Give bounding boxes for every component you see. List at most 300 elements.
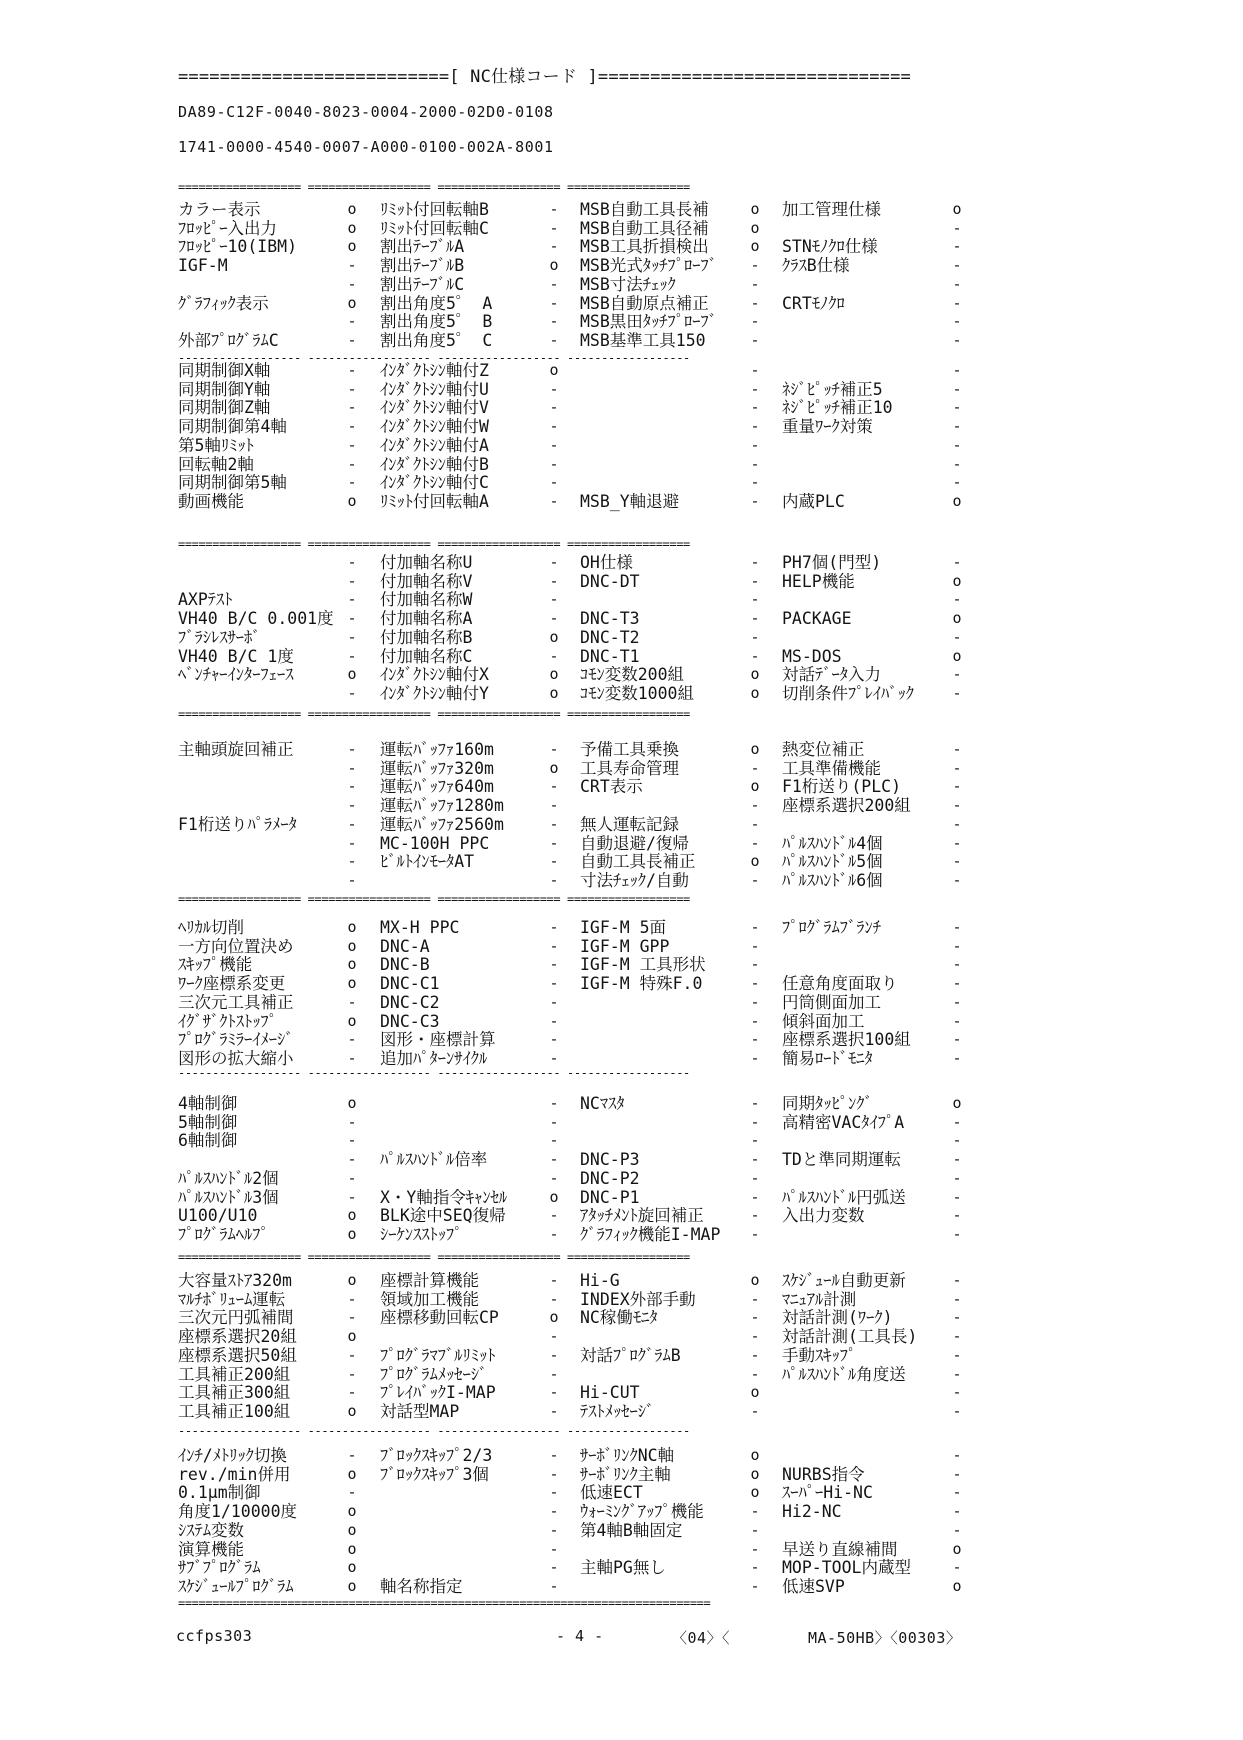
option-cell — [782, 1365, 966, 1384]
option-label: TDと準同期運転 — [782, 1150, 901, 1170]
option-label: 切削条件ﾌﾟﾚｲﾊﾞｯｸ — [782, 683, 914, 703]
option-status: - — [750, 330, 760, 349]
option-cell — [782, 665, 966, 684]
option-status: - — [750, 955, 760, 974]
option-row — [0, 974, 1243, 993]
option-status: - — [549, 1345, 559, 1364]
option-label: ﾏﾙﾁﾎﾞﾘｭｰﾑ運転 — [178, 1289, 286, 1309]
option-cell — [178, 1188, 361, 1207]
option-status: - — [347, 992, 357, 1011]
option-label: 主軸頭旋回補正 — [178, 740, 294, 759]
option-label: ｻﾌﾞﾌﾟﾛｸﾞﾗﾑ — [178, 1558, 261, 1578]
option-label: ﾍﾘｶﾙ切削 — [178, 918, 244, 937]
option-status: - — [952, 627, 962, 646]
option-cell — [580, 1094, 764, 1113]
option-cell — [580, 1308, 764, 1327]
option-cell — [782, 1131, 966, 1150]
option-status: - — [952, 1271, 962, 1289]
option-status: - — [750, 1308, 760, 1327]
option-label: 同期制御第4軸 — [178, 417, 287, 437]
option-status: - — [549, 1131, 559, 1150]
option-cell — [580, 1521, 764, 1540]
option-label: 5軸制御 — [178, 1112, 238, 1132]
option-status: - — [347, 330, 357, 349]
option-row — [0, 1206, 1243, 1225]
option-cell — [782, 609, 966, 628]
option-cell — [380, 1290, 563, 1309]
option-cell — [580, 852, 764, 871]
option-status: - — [347, 627, 357, 646]
option-label: MSB自動工具径補 — [580, 218, 709, 238]
option-cell — [178, 1094, 361, 1113]
option-label: NC稼働ﾓﾆﾀ — [580, 1308, 658, 1328]
option-status: - — [750, 1502, 760, 1521]
option-label: ｺﾓﾝ変数200組 — [580, 665, 685, 685]
option-cell — [580, 473, 764, 492]
option-status: - — [549, 646, 559, 665]
option-status: - — [347, 1150, 357, 1169]
option-status: o — [750, 683, 760, 702]
option-label: 運転ﾊﾞｯﾌｧ1280m — [380, 796, 504, 816]
option-cell — [380, 777, 563, 796]
option-status: o — [347, 936, 357, 955]
option-status: - — [549, 955, 559, 974]
option-cell — [580, 1188, 764, 1207]
option-label: 運転ﾊﾞｯﾌｧ640m — [380, 777, 494, 797]
option-status: - — [347, 646, 357, 665]
option-label: ﾜｰｸ座標系変更 — [178, 974, 286, 994]
option-label: 付加軸名称U — [380, 553, 473, 572]
option-label: 加工管理仕様 — [782, 200, 881, 219]
option-row — [0, 1030, 1243, 1049]
option-label: PACKAGE — [782, 609, 852, 629]
option-label: Hi-CUT — [580, 1383, 640, 1403]
option-cell — [782, 331, 966, 350]
option-status: - — [347, 1446, 357, 1464]
option-cell — [380, 1188, 563, 1207]
option-cell — [178, 1402, 361, 1421]
option-cell — [178, 871, 361, 890]
option-label: 予備工具乗換 — [580, 740, 679, 759]
option-cell — [380, 759, 563, 778]
option-label: ｲﾝﾀﾞｸﾄｼﾝ軸付W — [380, 417, 489, 437]
option-status: - — [750, 1030, 760, 1049]
option-cell — [782, 1383, 966, 1402]
option-status: - — [952, 1150, 962, 1169]
option-status: o — [347, 1206, 357, 1225]
option-cell — [178, 1502, 361, 1521]
option-status: - — [952, 237, 962, 256]
option-cell — [178, 1383, 361, 1402]
option-status: - — [952, 256, 962, 275]
option-cell — [782, 1113, 966, 1132]
option-status: o — [750, 200, 760, 218]
option-label: Hi-G — [580, 1271, 620, 1290]
option-status: - — [952, 777, 962, 796]
option-label: ﾊﾟﾙｽﾊﾝﾄﾞﾙ倍率 — [380, 1150, 488, 1170]
option-status: - — [347, 1168, 357, 1187]
option-label: MSB_Y軸退避 — [580, 491, 680, 511]
option-row — [0, 1446, 1243, 1465]
option-status: o — [347, 491, 357, 510]
option-label: 同期制御Y軸 — [178, 379, 271, 399]
option-status: o — [347, 293, 357, 312]
option-status: - — [952, 1112, 962, 1131]
option-label: 6軸制御 — [178, 1131, 238, 1151]
option-status: - — [952, 955, 962, 974]
option-status: - — [549, 974, 559, 993]
option-cell — [580, 1558, 764, 1577]
option-row — [0, 955, 1243, 974]
option-cell — [580, 609, 764, 628]
option-status: - — [750, 1224, 760, 1243]
option-status: - — [750, 379, 760, 398]
option-cell — [178, 852, 361, 871]
option-status: o — [952, 609, 962, 628]
option-cell — [782, 492, 966, 511]
option-row — [0, 740, 1243, 759]
option-status: - — [549, 571, 559, 590]
option-cell — [782, 1169, 966, 1188]
option-label: ｲﾝﾁ/ﾒﾄﾘｯｸ切換 — [178, 1446, 287, 1465]
option-label: ﾌﾛｯﾋﾟｰ入出力 — [178, 218, 277, 238]
option-status: - — [549, 1011, 559, 1030]
option-cell — [380, 1365, 563, 1384]
option-row — [0, 1483, 1243, 1502]
option-status: - — [952, 1345, 962, 1364]
option-label: 寸法ﾁｪｯｸ/自動 — [580, 870, 689, 890]
option-label: DNC-C3 — [380, 1011, 440, 1031]
option-cell — [380, 1577, 563, 1596]
option-cell — [178, 492, 361, 511]
option-status: - — [952, 665, 962, 684]
option-status: o — [347, 200, 357, 218]
option-status: - — [750, 646, 760, 665]
option-label: 運転ﾊﾞｯﾌｧ2560m — [380, 814, 504, 834]
option-cell — [178, 553, 361, 572]
option-label: ﾌﾟﾛｸﾞﾗﾑﾌﾞﾗﾝﾁ — [782, 918, 881, 937]
option-label: 軸名称指定 — [380, 1576, 463, 1596]
option-status: - — [549, 200, 559, 218]
option-row — [0, 1225, 1243, 1244]
option-status: - — [750, 435, 760, 454]
option-status: - — [347, 361, 357, 379]
option-cell — [580, 361, 764, 380]
option-cell — [580, 331, 764, 350]
option-label: F1桁送り(PLC) — [782, 777, 902, 797]
option-label: ﾌﾛｯﾋﾟｰ10(IBM) — [178, 237, 298, 257]
option-cell — [380, 1502, 563, 1521]
option-status: o — [750, 1446, 760, 1464]
option-label: ｽｹｼﾞｭｰﾙﾌﾟﾛｸﾞﾗﾑ — [178, 1576, 294, 1596]
option-status: - — [549, 740, 559, 758]
section-divider-double: ================== ================== ================== ================== — [178, 538, 690, 550]
option-cell — [782, 398, 966, 417]
option-status: o — [750, 777, 760, 796]
option-label: 運転ﾊﾞｯﾌｧ160m — [380, 740, 494, 759]
option-status: - — [750, 256, 760, 275]
option-status: - — [549, 1094, 559, 1112]
option-status: - — [750, 1539, 760, 1558]
option-status: - — [750, 417, 760, 436]
option-label: DNC-DT — [580, 571, 640, 591]
option-cell — [380, 665, 563, 684]
option-label: 工具補正200組 — [178, 1364, 291, 1384]
option-status: - — [750, 1048, 760, 1067]
option-row — [0, 1540, 1243, 1559]
option-row — [0, 553, 1243, 572]
option-cell — [380, 609, 563, 628]
option-cell — [580, 1271, 764, 1290]
option-label: IGF-M GPP — [580, 936, 670, 956]
option-status: - — [549, 1206, 559, 1225]
option-label: MOP-TOOL内蔵型 — [782, 1558, 911, 1578]
option-cell — [782, 684, 966, 703]
option-status: o — [347, 918, 357, 936]
option-cell — [580, 417, 764, 436]
option-cell — [782, 1327, 966, 1346]
option-status: - — [750, 1187, 760, 1206]
option-label: 自動工具長補正 — [580, 852, 696, 872]
option-row — [0, 1521, 1243, 1540]
option-label: ｲﾝﾀﾞｸﾄｼﾝ軸付Y — [380, 683, 489, 703]
option-row — [0, 1150, 1243, 1169]
option-row — [0, 473, 1243, 492]
option-status: - — [347, 571, 357, 590]
option-status: - — [347, 435, 357, 454]
option-row — [0, 871, 1243, 890]
option-cell — [580, 312, 764, 331]
option-row — [0, 1346, 1243, 1365]
option-status: o — [549, 1187, 559, 1206]
option-cell — [580, 1327, 764, 1346]
section-divider-double: ============================================================================== — [178, 1597, 711, 1609]
option-status: o — [347, 1094, 357, 1112]
option-cell — [580, 1290, 764, 1309]
option-cell — [580, 1402, 764, 1421]
option-status: o — [347, 1464, 357, 1483]
option-status: - — [347, 590, 357, 609]
spec-code-line-2: 1741-0000-4540-0007-A000-0100-002A-8001 — [178, 138, 554, 156]
option-cell — [380, 684, 563, 703]
option-cell — [782, 815, 966, 834]
option-row — [0, 993, 1243, 1012]
option-row — [0, 1094, 1243, 1113]
option-cell — [178, 628, 361, 647]
option-cell — [380, 331, 563, 350]
option-cell — [178, 1558, 361, 1577]
option-label: 対話型MAP — [380, 1401, 460, 1421]
option-label: ｽｷｯﾌﾟ機能 — [178, 955, 253, 975]
option-cell — [380, 740, 563, 759]
option-cell — [380, 1346, 563, 1365]
option-label: 工具補正100組 — [178, 1401, 291, 1421]
option-status: - — [347, 1048, 357, 1067]
option-cell — [580, 294, 764, 313]
option-cell — [580, 918, 764, 937]
option-status: - — [549, 1383, 559, 1402]
option-status: - — [952, 1011, 962, 1030]
option-cell — [782, 1290, 966, 1309]
option-status: - — [347, 1187, 357, 1206]
option-status: - — [549, 777, 559, 796]
option-cell — [380, 1521, 563, 1540]
option-cell — [380, 1446, 563, 1465]
option-label: 割出ﾃｰﾌﾞﾙA — [380, 237, 465, 257]
option-status: o — [347, 1502, 357, 1521]
option-label: U100/U10 — [178, 1206, 258, 1226]
option-cell — [782, 590, 966, 609]
option-label: IGF-M 特殊F.0 — [580, 974, 703, 994]
option-label: 同期制御第5軸 — [178, 473, 287, 493]
option-status: - — [347, 312, 357, 331]
option-label: ｲﾝﾀﾞｸﾄｼﾝ軸付B — [380, 454, 489, 474]
option-cell — [580, 492, 764, 511]
option-cell — [580, 871, 764, 890]
option-status: - — [952, 1048, 962, 1067]
option-cell — [178, 417, 361, 436]
option-label: IGF-M — [178, 256, 228, 276]
option-label: NCﾏｽﾀ — [580, 1094, 625, 1113]
option-status: o — [952, 646, 962, 665]
option-status: - — [549, 1464, 559, 1483]
option-status: - — [549, 237, 559, 256]
option-label: 同期制御Z軸 — [178, 398, 271, 418]
option-status: o — [952, 200, 962, 218]
option-status: - — [347, 398, 357, 417]
option-cell — [178, 1540, 361, 1559]
option-cell — [380, 553, 563, 572]
option-label: ﾏﾆｭｱﾙ計測 — [782, 1289, 857, 1309]
option-cell — [380, 1094, 563, 1113]
option-cell — [380, 1012, 563, 1031]
option-label: 座標系選択50組 — [178, 1345, 297, 1365]
option-cell — [178, 815, 361, 834]
option-label: ﾊﾟﾙｽﾊﾝﾄﾞﾙ6個 — [782, 870, 883, 890]
option-status: - — [549, 274, 559, 293]
option-status: - — [347, 454, 357, 473]
option-status: - — [750, 627, 760, 646]
option-label: 三次元工具補正 — [178, 992, 294, 1012]
option-label: 第4軸B軸固定 — [580, 1520, 683, 1540]
option-cell — [178, 1012, 361, 1031]
option-status: - — [952, 454, 962, 473]
option-label: 図形・座標計算 — [380, 1030, 496, 1050]
option-status: o — [549, 256, 559, 275]
option-status: - — [549, 870, 559, 889]
option-cell — [580, 237, 764, 256]
option-label: ﾈｼﾞﾋﾟｯﾁ補正10 — [782, 398, 893, 418]
option-status: o — [549, 1308, 559, 1327]
option-status: - — [347, 758, 357, 777]
option-label: ﾃｽﾄﾒｯｾｰｼﾞ — [580, 1401, 655, 1421]
option-label: 対話計測(工具長) — [782, 1327, 918, 1347]
option-row — [0, 647, 1243, 666]
option-label: F1桁送りﾊﾟﾗﾒｰﾀ — [178, 814, 297, 834]
option-cell — [380, 815, 563, 834]
option-cell — [782, 553, 966, 572]
option-cell — [380, 1225, 563, 1244]
option-label: ﾊﾟﾙｽﾊﾝﾄﾞﾙ3個 — [178, 1187, 279, 1207]
option-status: - — [952, 1308, 962, 1327]
option-cell — [782, 1150, 966, 1169]
option-label: MSB光式ﾀｯﾁﾌﾟﾛｰﾌﾞ — [580, 256, 718, 276]
option-cell — [782, 1521, 966, 1540]
option-cell — [380, 492, 563, 511]
option-status: - — [952, 1131, 962, 1150]
option-row — [0, 590, 1243, 609]
option-row — [0, 398, 1243, 417]
option-cell — [782, 918, 966, 937]
option-label: 座標系選択100組 — [782, 1030, 911, 1050]
option-row — [0, 436, 1243, 455]
option-cell — [380, 361, 563, 380]
option-cell — [178, 665, 361, 684]
option-row — [0, 219, 1243, 238]
option-cell — [178, 759, 361, 778]
option-status: - — [952, 361, 962, 379]
option-status: o — [750, 665, 760, 684]
option-cell — [580, 937, 764, 956]
option-status: o — [549, 758, 559, 777]
option-status: - — [549, 293, 559, 312]
option-cell — [178, 237, 361, 256]
option-status: - — [952, 1187, 962, 1206]
option-label: ﾊﾟﾙｽﾊﾝﾄﾞﾙ5個 — [782, 852, 883, 872]
option-cell — [178, 1113, 361, 1132]
option-label: 重量ﾜｰｸ対策 — [782, 417, 873, 437]
option-status: - — [347, 1483, 357, 1502]
option-status: - — [549, 417, 559, 436]
option-status: - — [347, 553, 357, 571]
option-cell — [782, 740, 966, 759]
option-status: - — [549, 1327, 559, 1346]
option-label: 一方向位置決め — [178, 936, 294, 956]
option-cell — [178, 1446, 361, 1465]
option-status: - — [750, 293, 760, 312]
option-cell — [380, 436, 563, 455]
option-cell — [178, 1577, 361, 1596]
option-label: DNC-P2 — [580, 1168, 640, 1188]
option-label: OH仕様 — [580, 553, 633, 572]
option-cell — [580, 1465, 764, 1484]
option-status: - — [952, 758, 962, 777]
option-cell — [782, 834, 966, 853]
option-cell — [580, 455, 764, 474]
option-status: - — [952, 473, 962, 492]
option-cell — [178, 200, 361, 219]
option-status: - — [952, 1446, 962, 1464]
option-cell — [178, 590, 361, 609]
option-label: IGF-M 工具形状 — [580, 955, 706, 975]
option-label: STNﾓﾉｸﾛ仕様 — [782, 237, 878, 257]
option-cell — [178, 1049, 361, 1068]
option-cell — [178, 684, 361, 703]
option-status: - — [347, 683, 357, 702]
option-label: 領域加工機能 — [380, 1289, 479, 1309]
option-label: DNC-A — [380, 936, 430, 956]
option-cell — [782, 312, 966, 331]
option-status: - — [549, 1576, 559, 1595]
option-label: AXPﾃｽﾄ — [178, 590, 233, 610]
option-cell — [380, 256, 563, 275]
option-cell — [380, 473, 563, 492]
option-status: - — [347, 796, 357, 815]
option-label: 入出力変数 — [782, 1206, 865, 1226]
option-status: - — [549, 1558, 559, 1577]
option-cell — [782, 1502, 966, 1521]
option-cell — [178, 1521, 361, 1540]
